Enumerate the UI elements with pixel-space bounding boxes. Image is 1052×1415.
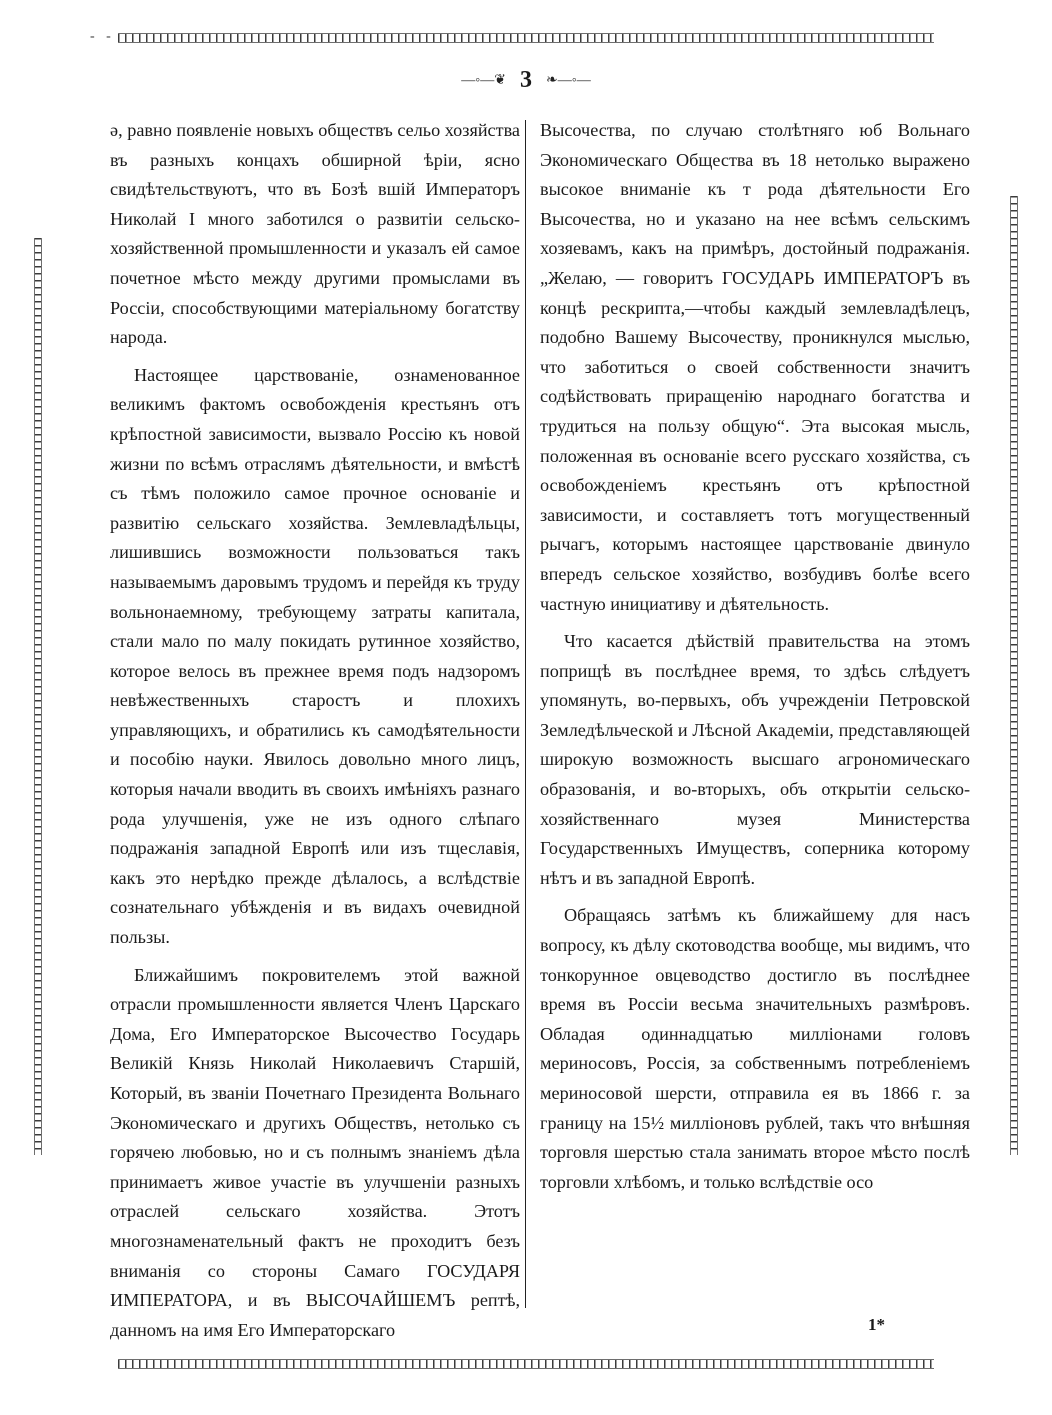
right-column [540,116,970,1205]
left-column [110,116,520,1353]
column-divider [525,120,526,1308]
page-header [0,66,1052,94]
right-paragraph-3: Обращаясь затѣмъ къ ближайшему для насъ вопросу, къ дѣлу скотоводства вообще, мы видимъ, что тонкорунное овцеводство достигло въ послѣднее время въ Россіи весьма значительныхъ размѣровъ. Обладая одиннадцатью миллiонами головъ мериносовъ, Россія, за собственнымъ потребленіемъ мериносовой шерсти, отправила ея въ 1866 г. за границу на 15½ миллiоновъ рублей, такъ что внѣшняя торговля шерстью стала занимать второе мѣсто послѣ торговли хлѣбомъ, и только вслѣдствіе осо [540,905,970,1192]
top-marks: - - [90,29,115,44]
page-number: 3 [520,66,532,93]
left-paragraph-2: Настоящее царствованіе, ознаменованное великимъ фактомъ освобожденія крестьянъ отъ крѣпостной зависимости, вызвало Россію къ новой жизни по всѣмъ отраслямъ дѣятельности, и вмѣстѣ съ тѣмъ положило самое прочное основаніе и развитію сельскаго хозяйства. Землевладѣльцы, лишившись возможности пользоваться такъ называемымъ даровымъ трудомъ и перейдя къ труду вольнонаемному, требующему затраты капитала, стали мало по малу покидать рутинное хозяйство, которое велось въ прежнее время подъ надзоромъ невѣжественныхъ старостъ и плохихъ управляющихъ, и обратились къ самодѣятельности и пособію науки. Явилось довольно много лицъ, которыя начали вводить въ своихъ имѣніяхъ разнаго рода улучшенія, уже не изъ одного слѣпаго подражанія западной Европѣ или изъ тщеславія, какъ это нерѣдко прежде дѣлалось, а вслѣдствіе сознательнаго убѣжденія и въ видахъ очевидной пользы. [110,364,520,948]
right-ornamental-border [1010,196,1018,1155]
ornament-left-icon: —◦—❦ [461,72,506,88]
left-ornamental-border [34,238,42,1155]
left-paragraph-1: ǝ, равно появленіе новыхъ обществъ сельо хозяйства въ разныхъ концахъ обширной ѣріи, ясно свидѣтельствуютъ, что въ Бозѣ вшій Императоръ Николай I много заботился о развитіи сельско-хозяйственной промышленности и указалъ ей самое почетное мѣсто между другими промыслами въ Россіи, способствующими матеріальному богатству народа. [110,120,520,348]
right-paragraph-2: Что касается дѣйствій правительства на этомъ поприщѣ въ послѣднее время, то здѣсь слѣдуетъ упомянуть, во-первыхъ, объ учрежденіи Петровской Земледѣльческой и Лѣсной Академіи, представляющей широкую возможность высшаго агрономическаго образованія, и во-вторыхъ, объ открытіи сельско-хозяйственнаго музея Министерства Государственныхъ Имуществъ, соперника которому нѣтъ и въ западной Европѣ. [540,631,970,888]
signature-mark: 1* [868,1315,885,1334]
ornament-right-icon: ❧—◦— [546,72,591,88]
left-paragraph-3: Ближайшимъ покровителемъ этой важной отрасли промышленности является Членъ Царскаго Дома, Его Императорское Высочество Государь Великій Князь Николай Николаевичъ Старшій, Который, въ званіи Почетнаго Президента Вольнаго Экономическаго и другихъ Обществъ, нетолько съ горячею любовью, но и съ полнымъ знаніемъ дѣла принимаетъ живое участіе въ улучшеніи разныхъ отраслей сельскаго хозяйства. Этотъ многознаменательный фактъ не проходитъ безъ вниманія со стороны Самаго ГОСУДАРЯ ИМПЕРАТОРА, и въ ВЫСОЧАЙШЕМЪ рептѣ, данномъ на имя Его Императорскаго [110,964,520,1340]
bottom-ornamental-border [118,1359,934,1369]
right-paragraph-1: Высочества, по случаю столѣтняго юб Вольнаго Экономическаго Общества въ 18 нетолько выражено высокое вниманіе къ т рода дѣятельности Его Высочества, но и указано на нее всѣмъ сельскимъ хозяевамъ, какъ на примѣръ, достойный подражанія. „Желаю, — говоритъ ГОСУДАРЬ ИМПЕРАТОРЪ въ концѣ рескрипта,—чтобы каждый землевладѣлецъ, подобно Вашему Высочеству, проникнулся мыслью, что заботиться о своей собственности значитъ содѣйствовать приращенію народнаго богатства и трудиться на пользу общую“. Эта высокая мысль, положенная въ основаніе всего русскаго хозяйства, съ освобожденіемъ крестьянъ отъ крѣпостной зависимости, и составляетъ тотъ могущественный рычагъ, которымъ настоящее царствованіе двинуло впередъ сельское хозяйство, возбудивъ болѣе всего частную инициативу и дѣятельность. [540,120,970,614]
top-ornamental-border [118,33,934,43]
